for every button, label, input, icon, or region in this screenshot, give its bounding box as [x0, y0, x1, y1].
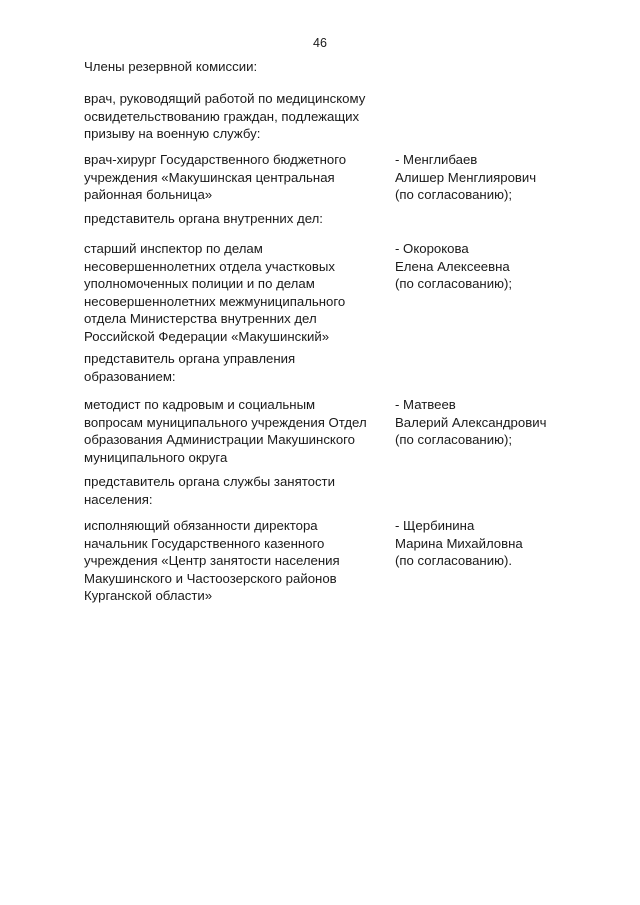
section-person-employment: - Щербинина Марина Михайловна (по согласованию).	[395, 518, 523, 568]
section-position-employment: исполняющий обязанности директора начальник Государственного казенного учреждения «Центр занятости населения Макушинского и Частоозерского районов Курганской области»	[84, 518, 340, 603]
section-category-employment: представитель органа службы занятости населения:	[84, 474, 335, 507]
section-person-doctor: - Менглибаев Алишер Менглиярович (по согласованию);	[395, 152, 537, 202]
section-category-doctor: врач, руководящий работой по медицинскому освидетельствованию граждан, подлежащих призыву на военную службу:	[84, 91, 366, 141]
section-position-doctor: врач-хирург Государственного бюджетного учреждения «Макушинская центральная районная больница»	[84, 152, 347, 202]
section-person-education: - Матвеев Валерий Александрович (по согласованию);	[395, 397, 547, 447]
section-position-police: старший инспектор по делам несовершеннолетних отдела участковых уполномоченных полиции и по делам несовершеннолетних межмуниципального отдела Министерства внутренних дел Российской Федерации «Макушинский»	[84, 241, 346, 344]
page-number: 46	[313, 36, 327, 50]
section-person-police: - Окорокова Елена Алексеевна (по согласованию);	[395, 241, 513, 291]
section-category-police: представитель органа внутренних дел:	[84, 211, 323, 226]
commission-heading: Члены резервной комиссии:	[84, 59, 258, 74]
section-category-education: представитель органа управления образованием:	[84, 351, 296, 384]
section-position-education: методист по кадровым и социальным вопросам муниципального учреждения Отдел образования Администрации Макушинского муниципального округа	[84, 397, 367, 465]
